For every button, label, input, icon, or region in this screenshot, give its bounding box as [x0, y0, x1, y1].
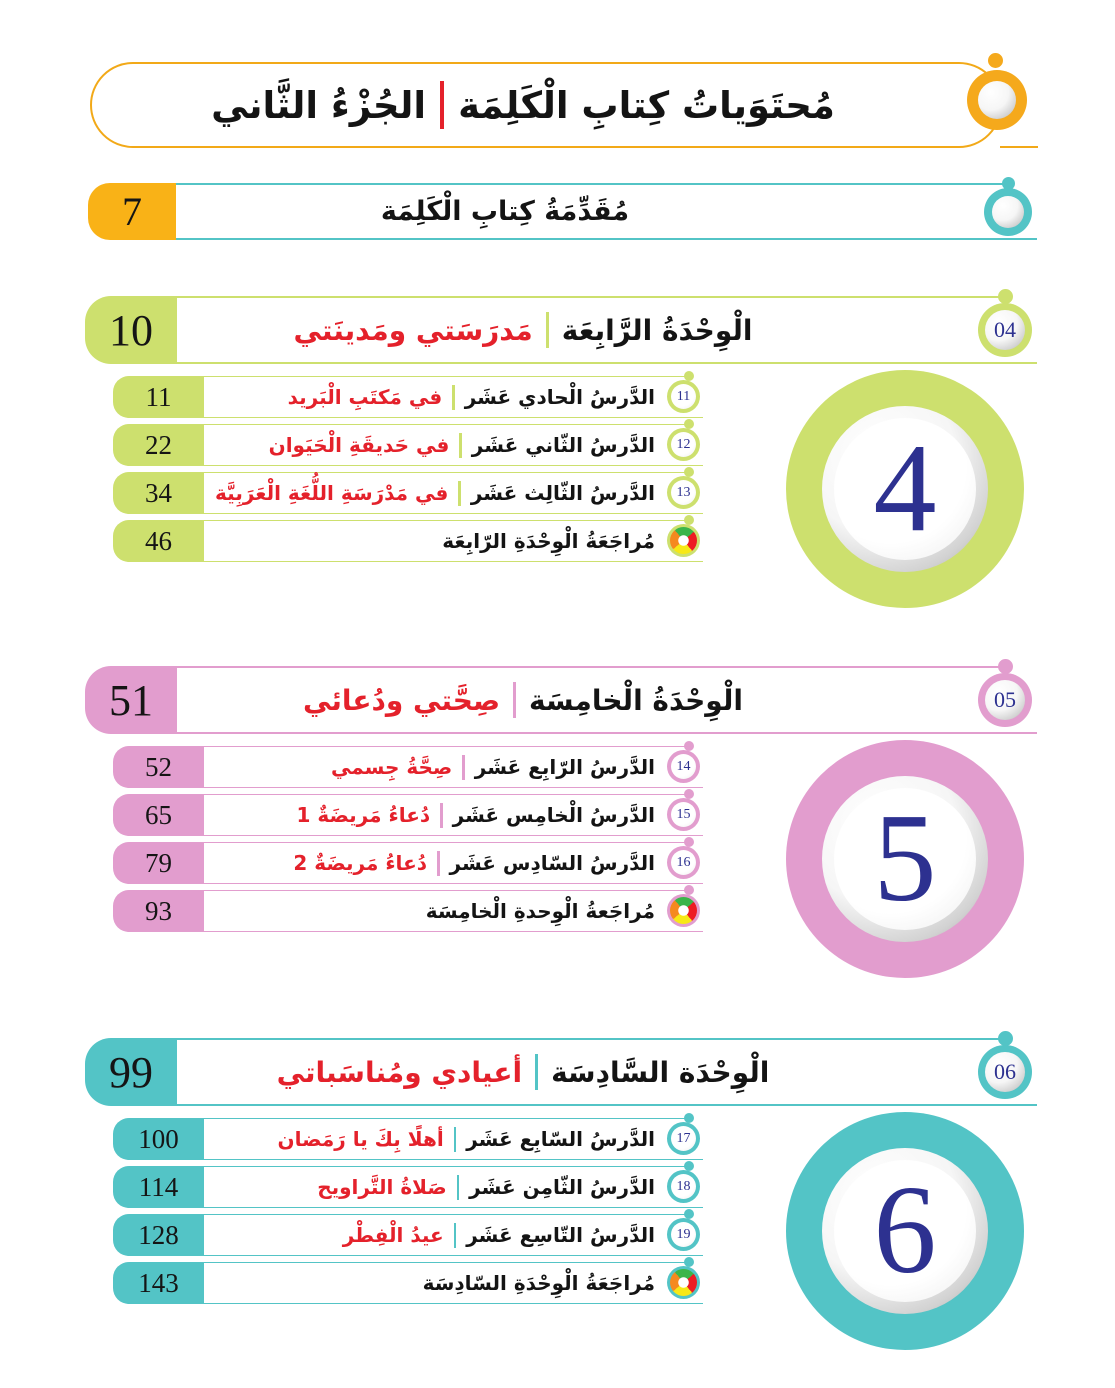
unit-big-circle [786, 370, 1024, 608]
unit-big-number: 6 [834, 1160, 976, 1302]
lesson-number-badge [667, 1122, 700, 1155]
lesson-number-badge [667, 750, 700, 783]
lesson-topic: أهلًا بِكَ يا رَمَضان [277, 1127, 444, 1151]
lesson-name: الدَّرسُ الثّالِث عَشَر [470, 481, 655, 505]
review-icon-badge [667, 1266, 700, 1299]
title-separator-bar [454, 1223, 457, 1248]
connector-dot [998, 289, 1013, 304]
unit-title [0, 1038, 1046, 1106]
connector-dot [998, 1031, 1013, 1046]
unit-title [0, 296, 1046, 364]
lesson-number-badge [667, 1218, 700, 1251]
title-separator-bar [458, 481, 461, 506]
connector-dot [998, 659, 1013, 674]
unit-big-circle [786, 1112, 1024, 1350]
unit-number: 04 [985, 310, 1025, 350]
unit-number: 05 [985, 680, 1025, 720]
lesson-title [210, 746, 655, 788]
title-separator-bar [440, 81, 444, 129]
title-separator-bar [454, 1127, 457, 1152]
lesson-topic: عيدُ الْفِطْر [342, 1223, 444, 1247]
unit-page-badge: 10 [85, 296, 177, 364]
lesson-number: 16 [671, 850, 696, 875]
lesson-name: الدَّرسُ التّاسِع عَشَر [466, 1223, 655, 1247]
unit-section-4 [0, 296, 1115, 616]
intro-title: مُقَدِّمَةُ كِتابِ الْكَلِمَة [380, 196, 630, 227]
lesson-title [210, 1166, 655, 1208]
lesson-page-badge: 11 [113, 376, 204, 418]
unit-header [0, 666, 1115, 734]
unit-subtitle: أعيادي ومُناسَباتي [276, 1055, 523, 1089]
unit-section-6 [0, 1038, 1115, 1358]
lesson-name: الدَّرسُ الثّامِن عَشَر [469, 1175, 655, 1199]
unit-number-badge [978, 303, 1032, 357]
lesson-name: الدَّرسُ السّادِس عَشَر [449, 851, 655, 875]
ring-medallion-icon [967, 70, 1027, 130]
lesson-number-badge [667, 476, 700, 509]
lesson-page-badge: 34 [113, 472, 204, 514]
lesson-page-badge: 128 [113, 1214, 204, 1256]
lesson-number: 19 [671, 1222, 696, 1247]
lesson-title [210, 376, 655, 418]
page-header [0, 62, 1115, 148]
page-title-main: مُحتَوَياتُ كِتابِ الْكَلِمَة [458, 83, 835, 127]
title-separator-bar [440, 803, 443, 828]
ring-medallion-icon [984, 188, 1032, 236]
lesson-topic: دُعاءُ مَريضَةٌ 2 [293, 851, 427, 875]
lesson-number-badge [667, 428, 700, 461]
review-title: مُراجَعَةُ الْوِحْدَةِ السّادِسَة [422, 1271, 655, 1295]
lesson-name: الدَّرسُ السّابِع عَشَر [466, 1127, 655, 1151]
lesson-number: 15 [671, 802, 696, 827]
review-icon-badge [667, 524, 700, 557]
unit-section-5 [0, 666, 1115, 986]
lesson-number-badge [667, 798, 700, 831]
unit-title-text: الْوِحْدَة السَّادِسَة [551, 1055, 770, 1089]
lesson-title [210, 424, 655, 466]
lesson-topic: دُعاءُ مَريضَةٌ 1 [296, 803, 431, 827]
lesson-name: الدَّرسُ الرّابِع عَشَر [474, 755, 655, 779]
lesson-number-badge [667, 846, 700, 879]
lesson-number: 12 [671, 432, 696, 457]
review-title: مُراجَعةُ الْوِحدةِ الْخامِسَة [425, 899, 655, 923]
title-separator-bar [462, 755, 465, 780]
unit-subtitle: مَدرَسَتي ومَدينَتي [293, 313, 533, 347]
title-separator-bar [457, 1175, 460, 1200]
title-separator-bar [513, 682, 516, 718]
unit-number-badge [978, 673, 1032, 727]
page-title-part: الجُزْءُ الثَّاني [211, 83, 427, 127]
review-page-badge: 143 [113, 1262, 204, 1304]
unit-page-badge: 51 [85, 666, 177, 734]
lesson-page-badge: 65 [113, 794, 204, 836]
page-title [0, 62, 1046, 148]
lesson-topic: في مَكتَبِ الْبَريد [287, 385, 443, 409]
lesson-number: 17 [671, 1126, 696, 1151]
review-icon-badge [667, 894, 700, 927]
title-separator-bar [437, 851, 440, 876]
unit-page-badge: 99 [85, 1038, 177, 1106]
lesson-name: الدَّرسُ الْحادي عَشَر [464, 385, 655, 409]
title-separator-bar [452, 385, 455, 410]
lesson-title [210, 1118, 655, 1160]
unit-title [0, 666, 1046, 734]
unit-big-number: 5 [834, 788, 976, 930]
color-wheel-icon [670, 527, 697, 554]
lesson-number-badge [667, 1170, 700, 1203]
color-wheel-icon [670, 1269, 697, 1296]
unit-big-circle [786, 740, 1024, 978]
color-wheel-icon [670, 897, 697, 924]
lesson-page-badge: 114 [113, 1166, 204, 1208]
title-separator-bar [535, 1054, 538, 1090]
unit-number: 06 [985, 1052, 1025, 1092]
lesson-number: 13 [671, 480, 696, 505]
intro-row [0, 183, 1115, 240]
unit-subtitle: صِحَّتي ودُعائي [303, 683, 501, 717]
lesson-name: الدَّرسُ الْخامِس عَشَر [452, 803, 655, 827]
intro-page-badge: 7 [88, 183, 176, 240]
lesson-number-badge [667, 380, 700, 413]
lesson-number: 14 [671, 754, 696, 779]
review-page-badge: 46 [113, 520, 204, 562]
title-separator-bar [459, 433, 462, 458]
lesson-topic: في مَدْرَسَةِ اللُّغَةِ الْعَرَبِيَّة [215, 481, 449, 505]
lesson-title [210, 1214, 655, 1256]
lesson-name: الدَّرسُ الثّاني عَشَر [471, 433, 655, 457]
title-separator-bar [546, 312, 549, 348]
lesson-number: 18 [671, 1174, 696, 1199]
connector-dot [988, 53, 1003, 68]
lesson-title [210, 842, 655, 884]
lesson-title [210, 472, 655, 514]
lesson-topic: صِحَّةُ جِسمي [331, 755, 453, 779]
unit-title-text: الْوِحْدَةُ الْخامِسَة [529, 683, 743, 717]
lesson-page-badge: 22 [113, 424, 204, 466]
lesson-page-badge: 100 [113, 1118, 204, 1160]
lesson-topic: صَلاةُ التَّراويح [317, 1175, 447, 1199]
unit-header [0, 296, 1115, 364]
lesson-page-badge: 52 [113, 746, 204, 788]
review-page-badge: 93 [113, 890, 204, 932]
lesson-title [210, 794, 655, 836]
review-title: مُراجَعَةُ الْوِحْدَةِ الرّابِعَة [442, 529, 655, 553]
lesson-page-badge: 79 [113, 842, 204, 884]
unit-number-badge [978, 1045, 1032, 1099]
unit-title-text: الْوِحْدَةُ الرَّابِعَة [561, 313, 753, 347]
lesson-topic: في حَديقَةِ الْحَيَوان [268, 433, 450, 457]
unit-big-number: 4 [834, 418, 976, 560]
unit-header [0, 1038, 1115, 1106]
lesson-number: 11 [671, 384, 696, 409]
